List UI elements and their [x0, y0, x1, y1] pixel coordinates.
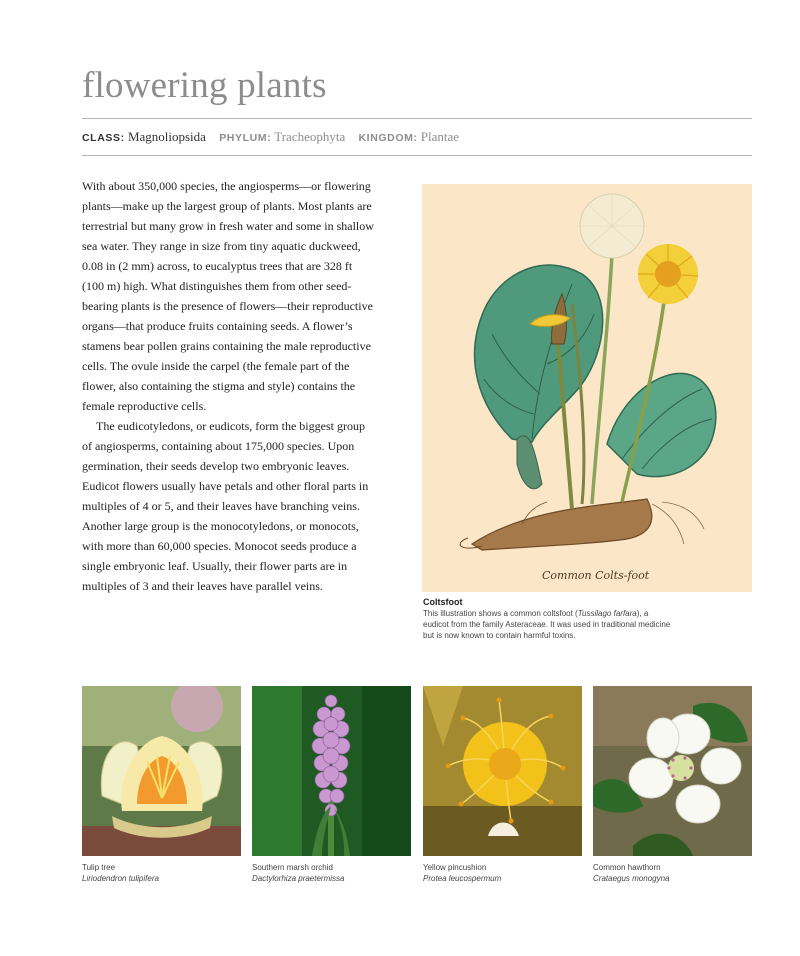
common-hawthorn-scientific-name: Crataegus monogyna: [593, 874, 670, 883]
yellow-pincushion-common-name: Yellow pincushion: [423, 863, 487, 872]
marsh-orchid-scientific-name: Dactylorhiza praetermissa: [252, 874, 345, 883]
tulip-tree-scientific-name: Liriodendron tulipifera: [82, 874, 159, 883]
main-figure-caption: [423, 608, 673, 641]
tulip-tree-common-name: Tulip tree: [82, 863, 116, 872]
common-hawthorn-common-name: Common hawthorn: [593, 863, 661, 872]
paragraph-intro: With about 350,000 species, the angiosperms—or flowering plants—make up the largest group of plants. Most plants are terrestrial but many grow in fresh water and some in shallow sea water. They range in size from tiny aquatic duckweed, 0.08 in (2 mm) across, to eucalyptus trees that are 328 ft (100 m) high. What distinguishes them from other seed-bearing plants is the presence of flowers—their reproductive organs—that produce fruits containing seeds. A flower’s stamens bear pollen grains containing the male reproductive cells. The ovule inside the carpel (the female part of the flower, also containing the stigma and style) contains the female reproductive cells.: [82, 179, 374, 413]
svg-text:Common Colts-foot: Common Colts-foot: [542, 569, 650, 582]
yellow-pincushion-scientific-name: Protea leucospermum: [423, 874, 502, 883]
class-label: CLASS:: [82, 132, 125, 144]
common-hawthorn-photo: [593, 686, 752, 856]
yellow-pincushion-photo: [423, 686, 582, 856]
coltsfoot-illustration: [422, 184, 752, 592]
class-value: Magnoliopsida: [127, 129, 206, 144]
marsh-orchid-caption: [252, 862, 411, 884]
common-hawthorn-caption: [593, 862, 752, 884]
script-signature: [542, 569, 650, 582]
kingdom-value: Plantae: [420, 129, 460, 144]
body-text: [82, 176, 374, 596]
marsh-orchid-common-name: Southern marsh orchid: [252, 863, 333, 872]
taxonomy-line: [82, 129, 469, 145]
phylum-label: PHYLUM:: [219, 132, 272, 144]
main-figure-caption-title: Coltsfoot: [423, 597, 463, 607]
kingdom-label: KINGDOM:: [358, 132, 418, 144]
taxonomy-rule: [82, 155, 752, 156]
caption-part-2: ), a eudicot from the family Asteraceae. It was used in traditional medicine but is now known to contain harmful toxins.: [423, 609, 671, 640]
paragraph-eudicots: The eudicotyledons, or eudicots, form the biggest group of angiosperms, containing about 175,000 species. Upon germination, their seeds develop two embryonic leaves. Eudicot flowers usually have petals and other floral parts in multiples of 4 or 5, and their leaves have branching veins. Another large group is the monocotyledons, or monocots, with more than 60,000 species. Monocot seeds produce a single embryonic leaf. Usually, their flower parts are in multiples of 3 and their leaves have parallel veins.: [82, 419, 369, 593]
caption-species-name: Tussilago farfara: [577, 609, 637, 618]
marsh-orchid-photo: [252, 686, 411, 856]
tulip-tree-caption: [82, 862, 241, 884]
phylum-value: Tracheophyta: [274, 129, 346, 144]
title-rule: [82, 118, 752, 119]
yellow-pincushion-caption: [423, 862, 582, 884]
caption-part-1: This illustration shows a common coltsfoot (: [423, 609, 578, 618]
tulip-tree-photo: [82, 686, 241, 856]
page-title: flowering plants: [82, 65, 327, 106]
